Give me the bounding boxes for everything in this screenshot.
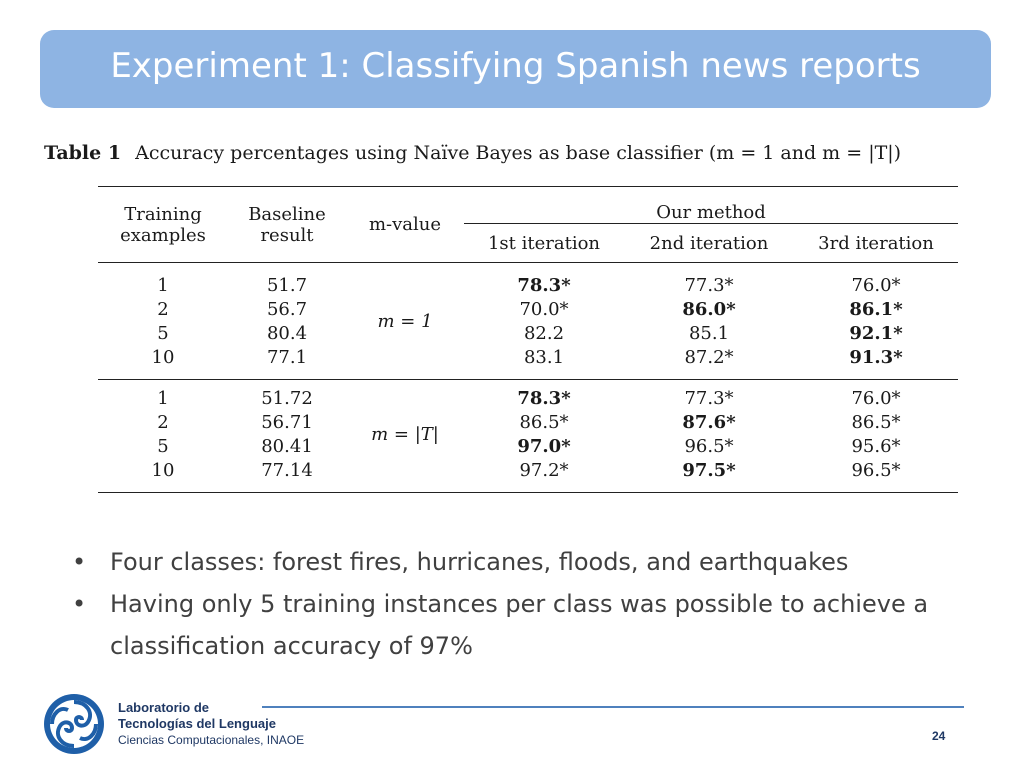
cell-iter3: 86.5* bbox=[851, 411, 901, 433]
bullet-dot-icon: • bbox=[72, 590, 87, 618]
cell-baseline: 80.41 bbox=[261, 435, 313, 457]
cell-training: 5 bbox=[157, 322, 169, 344]
cell-iter3: 92.1* bbox=[849, 322, 903, 344]
cell-baseline: 77.14 bbox=[261, 459, 313, 481]
table-block-mT bbox=[98, 380, 958, 493]
header-training: Training examples bbox=[98, 187, 228, 263]
cell-iter2: 77.3* bbox=[684, 274, 734, 296]
table-row bbox=[98, 458, 958, 482]
bullet-text: Four classes: forest fires, hurricanes, floods, and earthquakes bbox=[110, 548, 849, 576]
cell-iter1: 78.3* bbox=[517, 274, 571, 296]
cell-baseline: 56.7 bbox=[266, 298, 308, 320]
cell-iter2: 87.6* bbox=[682, 411, 736, 433]
cell-iter1: 97.0* bbox=[517, 435, 571, 457]
cell-iter2: 96.5* bbox=[684, 435, 734, 457]
table-row bbox=[98, 386, 958, 410]
cell-iter3: 76.0* bbox=[851, 274, 901, 296]
table-row bbox=[98, 410, 958, 434]
cell-baseline: 80.4 bbox=[266, 322, 308, 344]
cell-iter3: 96.5* bbox=[851, 459, 901, 481]
table-row bbox=[98, 273, 958, 297]
footer-divider bbox=[262, 706, 964, 708]
cell-iter1: 97.2* bbox=[519, 459, 569, 481]
header-mvalue: m-value bbox=[346, 187, 464, 263]
bullet-item bbox=[72, 541, 992, 583]
cell-training: 2 bbox=[157, 411, 169, 433]
table-caption bbox=[44, 142, 984, 164]
cell-iter1: 70.0* bbox=[519, 298, 569, 320]
lab-logo-icon bbox=[42, 692, 106, 756]
cell-iter1: 78.3* bbox=[517, 387, 571, 409]
cell-iter1: 83.1 bbox=[523, 346, 565, 368]
cell-training: 1 bbox=[157, 387, 169, 409]
cell-baseline: 51.72 bbox=[261, 387, 313, 409]
cell-baseline: 56.71 bbox=[261, 411, 313, 433]
header-iter3: 3rd iteration bbox=[794, 224, 958, 263]
cell-training: 10 bbox=[151, 459, 175, 481]
cell-iter2: 86.0* bbox=[682, 298, 736, 320]
table-row bbox=[98, 434, 958, 458]
cell-iter1: 82.2 bbox=[523, 322, 565, 344]
lab-affiliation: Ciencias Computacionales, INAOE bbox=[118, 733, 305, 747]
cell-training: 10 bbox=[151, 346, 175, 368]
cell-training: 2 bbox=[157, 298, 169, 320]
cell-iter2: 87.2* bbox=[684, 346, 734, 368]
cell-baseline: 51.7 bbox=[266, 274, 308, 296]
cell-training: 5 bbox=[157, 435, 169, 457]
header-our-method: Our method bbox=[464, 187, 958, 224]
cell-training: 1 bbox=[157, 274, 169, 296]
table-block-m1 bbox=[98, 263, 958, 380]
title-bar bbox=[40, 30, 991, 108]
cell-mvalue: m = 1 bbox=[377, 310, 433, 332]
bullet-text: Having only 5 training instances per class was possible to achieve a classification accuracy of 97% bbox=[110, 590, 929, 660]
cell-iter2: 85.1 bbox=[688, 322, 730, 344]
accuracy-table bbox=[98, 186, 958, 493]
page-number: 24 bbox=[932, 729, 946, 743]
lab-name-line1: Laboratorio de bbox=[118, 700, 210, 715]
table-caption-label: Table 1 bbox=[44, 142, 122, 164]
cell-iter2: 97.5* bbox=[682, 459, 736, 481]
header-baseline: Baseline result bbox=[228, 187, 346, 263]
cell-iter3: 91.3* bbox=[849, 346, 903, 368]
bullet-list bbox=[72, 541, 992, 667]
cell-mvalue: m = |T| bbox=[371, 423, 439, 445]
cell-iter1: 86.5* bbox=[519, 411, 569, 433]
cell-baseline: 77.1 bbox=[266, 346, 308, 368]
table-caption-text: Accuracy percentages using Naïve Bayes as base classifier (m = 1 and m = |T|) bbox=[135, 142, 902, 164]
bullet-dot-icon: • bbox=[72, 548, 87, 576]
table-row bbox=[98, 345, 958, 369]
cell-iter3: 86.1* bbox=[849, 298, 903, 320]
cell-iter3: 76.0* bbox=[851, 387, 901, 409]
header-iter2: 2nd iteration bbox=[624, 224, 794, 263]
cell-iter3: 95.6* bbox=[851, 435, 901, 457]
lab-name-line2: Tecnologías del Lenguaje bbox=[118, 716, 276, 731]
slide-title: Experiment 1: Classifying Spanish news reports bbox=[110, 46, 921, 86]
table-row bbox=[98, 297, 958, 321]
cell-iter2: 77.3* bbox=[684, 387, 734, 409]
table-row bbox=[98, 321, 958, 345]
header-iter1: 1st iteration bbox=[464, 224, 624, 263]
bullet-item bbox=[72, 583, 992, 667]
